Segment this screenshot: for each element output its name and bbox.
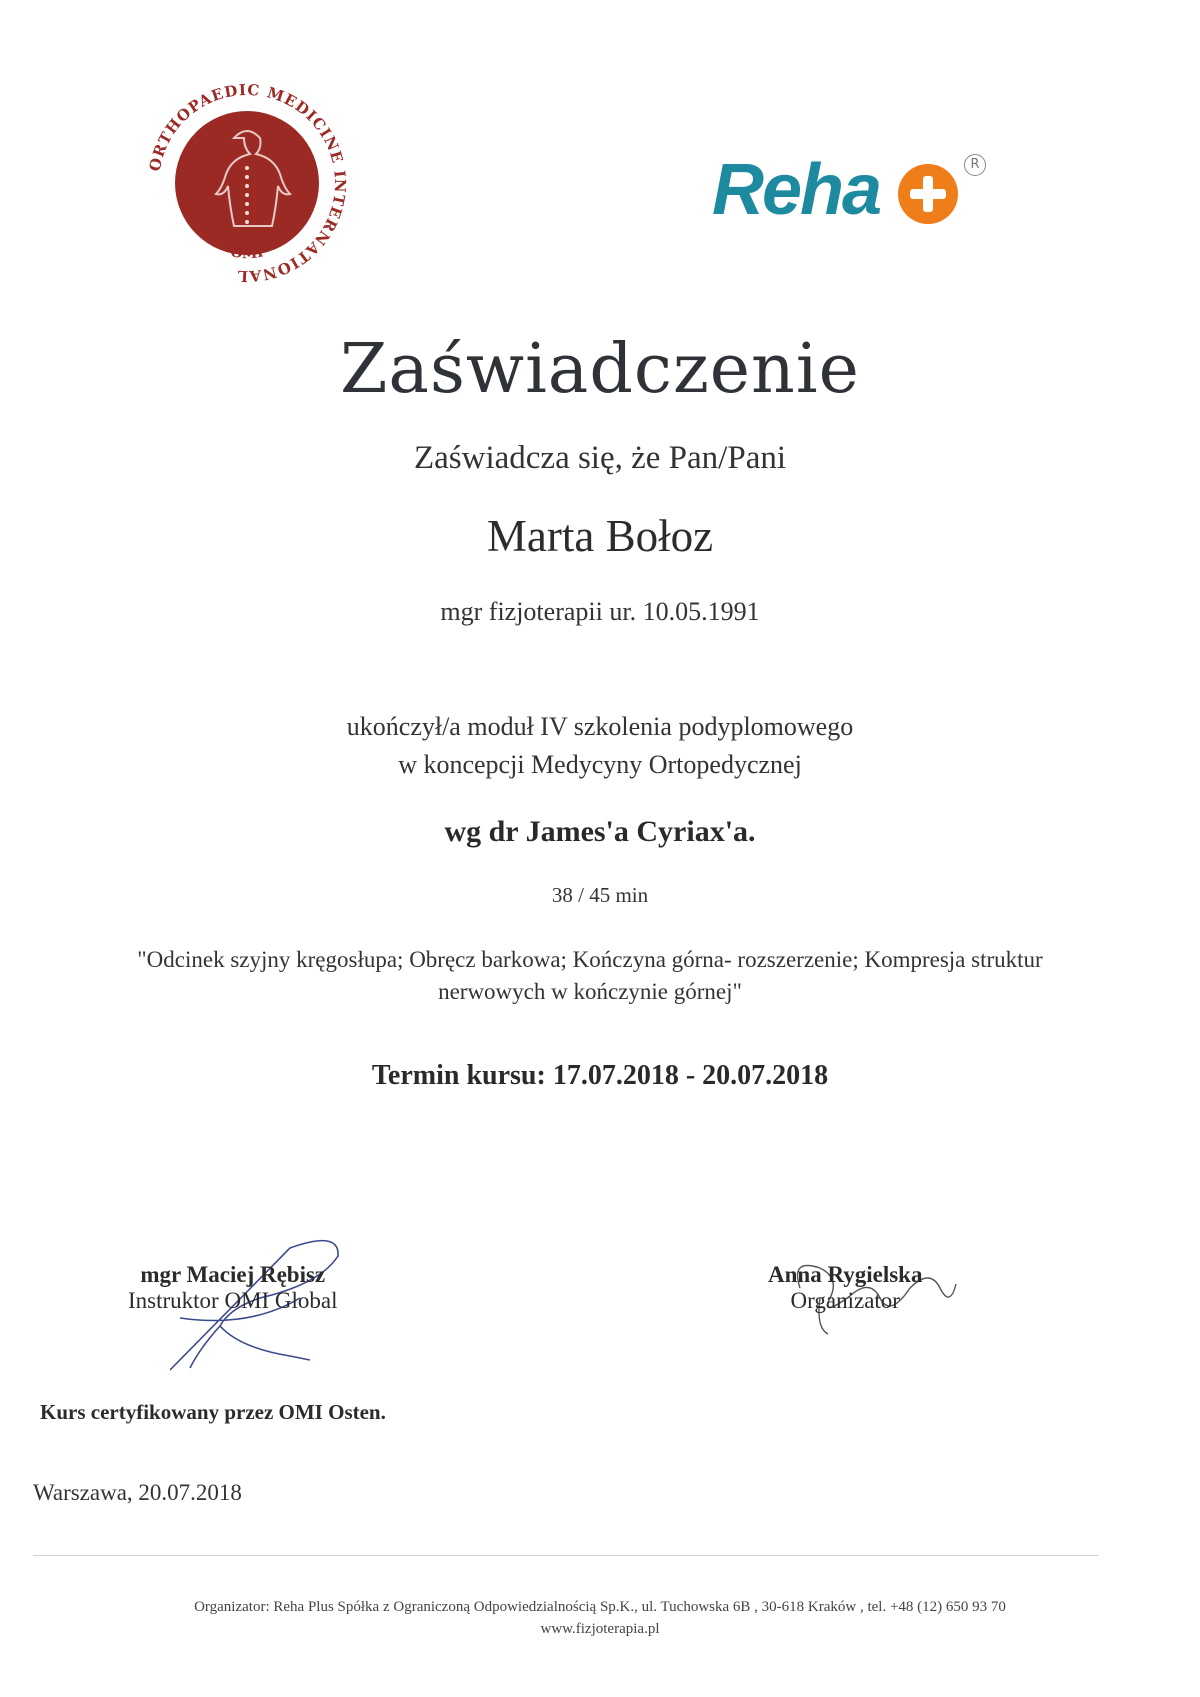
omi-bottom-text: · OMI · [219,241,275,263]
signature-block-left [128,1262,338,1314]
organizer-name: Anna Rygielska [768,1262,923,1287]
omi-logo [142,78,352,288]
course-term: Termin kursu: 17.07.2018 - 20.07.2018 [371,1060,829,1091]
omi-ring-text: ORTHOPAEDIC MEDICINE INTERNATIONAL [145,80,350,286]
completion-line-1: ukończył/a moduł IV szkolenia podyplomowego [346,712,854,741]
signature-block-right [768,1262,922,1314]
duration: 38 / 45 min [551,883,649,907]
course-topics [30,944,1150,1008]
registered-mark: R [964,154,986,176]
instructor-name: mgr Maciej Rębisz [140,1262,326,1287]
completion-statement [0,708,1200,784]
footer [0,1596,1200,1640]
organizer-role: Organizator [790,1288,900,1313]
topics-line-2: nerwowych w kończynie górnej" [438,979,742,1004]
footer-website: www.fizjoterapia.pl [540,1621,660,1637]
completion-line-2: w koncepcji Medycyny Ortopedycznej [398,750,802,779]
reha-wordmark: Reha [712,150,881,230]
omi-seal [142,78,352,288]
instructor-role: Instruktor OMI Global [128,1288,338,1313]
topics-line-1: "Odcinek szyjny kręgosłupa; Obręcz barkowa; Kończyna górna- rozszerzenie; Kompresja struktur [137,947,1043,972]
method-line: wg dr James'a Cyriax'a. [444,815,756,848]
place-and-date: Warszawa, 20.07.2018 [33,1480,242,1505]
omi-circle [175,111,319,255]
reha-plus-logo [712,150,1012,230]
certificate-intro: Zaświadcza się, że Pan/Pani [413,440,787,476]
footer-divider [33,1555,1098,1556]
certification-note: Kurs certyfikowany przez OMI Osten. [40,1400,386,1424]
plus-icon [898,164,958,224]
recipient-degree: mgr fizjoterapii ur. 10.05.1991 [440,597,760,626]
recipient-name: Marta Bołoz [486,511,714,561]
footer-address: Organizator: Reha Plus Spółka z Ograniczoną Odpowiedzialnością Sp.K., ul. Tuchowska 6B , 30-618 Kraków , tel. +48 (12) 650 93 70 [194,1599,1006,1615]
certificate-title: Zaświadczenie [340,330,860,409]
